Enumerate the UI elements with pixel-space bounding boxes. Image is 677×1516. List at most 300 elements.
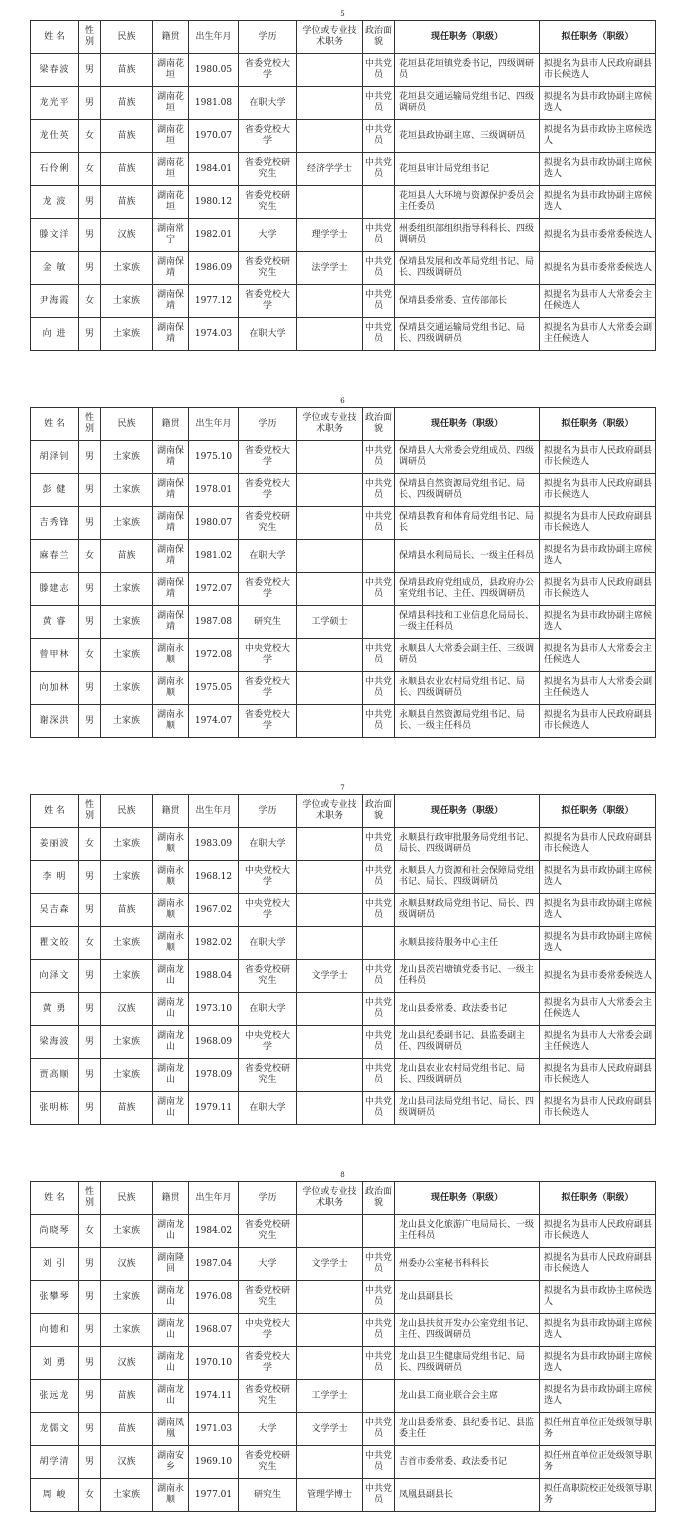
table-cell: 向 进 [31, 318, 79, 351]
table-cell: 中共党员 [363, 1092, 395, 1125]
table-cell: 省委党校大学 [239, 285, 297, 318]
table-cell: 土家族 [101, 1059, 153, 1092]
table-cell: 石伶俐 [31, 153, 79, 186]
table-cell: 中共党员 [363, 153, 395, 186]
table-cell: 中央党校大学 [239, 861, 297, 894]
table-cell: 中共党员 [363, 1059, 395, 1092]
table-cell: 永顺县接待服务中心主任 [395, 927, 540, 960]
table-cell: 拟提名为县市人民政府副县市长候选人 [540, 1248, 656, 1281]
table-row [31, 606, 656, 639]
table-cell: 苗族 [101, 894, 153, 927]
table-cell: 向泽文 [31, 960, 79, 993]
table-cell: 土家族 [101, 927, 153, 960]
table-row [31, 1248, 656, 1281]
table-cell: 中共党员 [363, 1026, 395, 1059]
table-cell: 1976.08 [189, 1281, 239, 1314]
table-cell: 土家族 [101, 639, 153, 672]
table-cell: 文学学士 [297, 1248, 363, 1281]
table-row [31, 474, 656, 507]
table-cell: 女 [79, 639, 101, 672]
table-cell: 法学学士 [297, 252, 363, 285]
table-cell: 1981.02 [189, 540, 239, 573]
table-cell: 土家族 [101, 960, 153, 993]
table-cell: 姜丽波 [31, 828, 79, 861]
table-cell: 1980.12 [189, 186, 239, 219]
table-cell [297, 1281, 363, 1314]
table-cell: 男 [79, 1413, 101, 1446]
table-cell: 男 [79, 318, 101, 351]
table-cell: 拟提名为县市政协副主席候选人 [540, 1314, 656, 1347]
table-cell: 中央党校大学 [239, 1314, 297, 1347]
table-cell: 湖南保靖 [153, 507, 189, 540]
table-cell: 省委党校大学 [239, 705, 297, 738]
table-row [31, 1059, 656, 1092]
table-cell: 男 [79, 507, 101, 540]
table-cell: 湖南龙山 [153, 993, 189, 1026]
table-cell: 尹海霞 [31, 285, 79, 318]
page-number: 8 [340, 1171, 345, 1179]
table-cell [297, 540, 363, 573]
table-cell: 苗族 [101, 153, 153, 186]
table-cell: 土家族 [101, 672, 153, 705]
table-cell: 女 [79, 1215, 101, 1248]
table-cell: 龙山县司法局党组书记、局长、四级调研员 [395, 1092, 540, 1125]
table-cell: 管理学博士 [297, 1479, 363, 1512]
table-cell: 张远龙 [31, 1380, 79, 1413]
table-cell: 龙仕英 [31, 120, 79, 153]
table-cell: 在职大学 [239, 927, 297, 960]
table-cell: 土家族 [101, 318, 153, 351]
table-cell: 1981.08 [189, 87, 239, 120]
table-cell: 中共党员 [363, 507, 395, 540]
table-cell: 州委组织部组织指导科科长、四级调研员 [395, 219, 540, 252]
table-cell: 湖南永顺 [153, 861, 189, 894]
table-cell: 苗族 [101, 186, 153, 219]
table-cell: 省委党校大学 [239, 1347, 297, 1380]
table-cell: 省委党校研究生 [239, 507, 297, 540]
table-cell: 工学学士 [297, 1380, 363, 1413]
table-cell: 中共党员 [363, 318, 395, 351]
table-cell: 汉族 [101, 1347, 153, 1380]
table-cell: 湖南永顺 [153, 705, 189, 738]
column-header: 性别 [79, 408, 101, 441]
table-cell: 工学硕士 [297, 606, 363, 639]
table-cell: 1970.07 [189, 120, 239, 153]
table-cell [297, 993, 363, 1026]
table-cell: 拟提名为县市政协副主席候选人 [540, 153, 656, 186]
table-row [31, 1215, 656, 1248]
table-cell [297, 927, 363, 960]
column-header: 姓 名 [31, 408, 79, 441]
table-cell: 花垣县花垣镇党委书记，四级调研员 [395, 54, 540, 87]
table-cell: 男 [79, 1446, 101, 1479]
table-cell: 土家族 [101, 1026, 153, 1059]
table-row [31, 1092, 656, 1125]
table-cell: 土家族 [101, 573, 153, 606]
table-cell: 中共党员 [363, 1479, 395, 1512]
table-cell: 龙山县委常委、县纪委书记、县监委主任 [395, 1413, 540, 1446]
table-cell: 吉首市委常委、政法委书记 [395, 1446, 540, 1479]
table-cell: 男 [79, 573, 101, 606]
table-cell: 中共党员 [363, 993, 395, 1026]
table-cell: 湖南花垣 [153, 54, 189, 87]
table-cell: 龙山县委常委、政法委书记 [395, 993, 540, 1026]
table-cell: 中共党员 [363, 285, 395, 318]
table-cell: 龙山县农业农村局党组书记、局长、四级调研员 [395, 1059, 540, 1092]
table-cell: 文学学士 [297, 960, 363, 993]
table-cell: 湖南花垣 [153, 153, 189, 186]
table-cell: 省委党校研究生 [239, 1059, 297, 1092]
page-number: 7 [340, 784, 345, 792]
table-cell: 瞿文皎 [31, 927, 79, 960]
page-number: 6 [340, 397, 345, 405]
table-cell: 黄 睿 [31, 606, 79, 639]
table-cell [297, 828, 363, 861]
table-cell: 湖南龙山 [153, 1347, 189, 1380]
table-cell: 拟提名为县市人民政府副县市长候选人 [540, 705, 656, 738]
table-cell: 龙山县文化旅游广电局局长、一级主任科员 [395, 1215, 540, 1248]
table-cell: 拟提名为县市政协副主席候选人 [540, 87, 656, 120]
column-header: 现任职务（职级） [395, 1182, 540, 1215]
table-cell: 在职大学 [239, 993, 297, 1026]
table-row [31, 1380, 656, 1413]
table-cell [297, 705, 363, 738]
table-cell: 湖南龙山 [153, 1026, 189, 1059]
column-header: 姓 名 [31, 21, 79, 54]
column-header: 出生年月 [189, 21, 239, 54]
table-cell: 拟提名为县市人大常委会主任候选人 [540, 639, 656, 672]
table-cell [297, 1314, 363, 1347]
table-row [31, 186, 656, 219]
page-7 [30, 782, 655, 1125]
table-cell: 胡学清 [31, 1446, 79, 1479]
column-header: 拟任职务（职级） [540, 1182, 656, 1215]
table-cell: 永顺县人大常委会副主任、三级调研员 [395, 639, 540, 672]
table-cell: 向加林 [31, 672, 79, 705]
table-cell [297, 186, 363, 219]
table-cell: 拟提名为县市人大常委会副主任候选人 [540, 1026, 656, 1059]
table-cell: 中共党员 [363, 639, 395, 672]
table-cell: 湖南保靖 [153, 474, 189, 507]
table-cell: 中央党校大学 [239, 894, 297, 927]
table-cell: 拟提名为县市委常委候选人 [540, 219, 656, 252]
table-cell: 1968.09 [189, 1026, 239, 1059]
column-header: 性别 [79, 795, 101, 828]
table-cell: 苗族 [101, 1413, 153, 1446]
table-cell: 永顺县行政审批服务局党组书记、局长、四级调研员 [395, 828, 540, 861]
table-cell [297, 1347, 363, 1380]
table-cell [363, 540, 395, 573]
table-row [31, 1479, 656, 1512]
table-cell: 保靖县教育和体育局党组书记、局长 [395, 507, 540, 540]
table-cell [363, 1215, 395, 1248]
column-header: 政治面貌 [363, 408, 395, 441]
table-cell: 1984.02 [189, 1215, 239, 1248]
column-header: 民族 [101, 1182, 153, 1215]
header-row [31, 1182, 656, 1215]
table-cell: 男 [79, 252, 101, 285]
table-cell: 省委党校研究生 [239, 252, 297, 285]
table-cell: 土家族 [101, 1314, 153, 1347]
table-cell: 大学 [239, 1248, 297, 1281]
table-cell: 贾高顺 [31, 1059, 79, 1092]
table-cell [297, 285, 363, 318]
table-cell: 中共党员 [363, 120, 395, 153]
table-cell: 汉族 [101, 219, 153, 252]
table-cell: 1983.09 [189, 828, 239, 861]
column-header: 籍贯 [153, 408, 189, 441]
table-cell: 湖南凤凰 [153, 1413, 189, 1446]
table-cell: 中共党员 [363, 861, 395, 894]
table-cell: 土家族 [101, 1215, 153, 1248]
table-cell: 汉族 [101, 1248, 153, 1281]
table-cell: 拟任州直单位正处级领导职务 [540, 1413, 656, 1446]
table-cell: 1987.08 [189, 606, 239, 639]
page-number: 5 [340, 10, 345, 18]
table-row [31, 1413, 656, 1446]
table-cell: 在职大学 [239, 87, 297, 120]
table-cell: 拟提名为县市政协副主席候选人 [540, 894, 656, 927]
table-cell [297, 672, 363, 705]
table-cell: 1969.10 [189, 1446, 239, 1479]
table-cell: 1987.04 [189, 1248, 239, 1281]
table-cell: 中共党员 [363, 672, 395, 705]
table-cell: 湖南保靖 [153, 540, 189, 573]
table-row [31, 120, 656, 153]
table-cell: 男 [79, 1092, 101, 1125]
table-cell [297, 1446, 363, 1479]
table-cell: 在职大学 [239, 828, 297, 861]
cadre-table [30, 794, 656, 1125]
table-cell: 1972.07 [189, 573, 239, 606]
table-cell: 省委党校大学 [239, 573, 297, 606]
table-row [31, 927, 656, 960]
table-cell: 梁春波 [31, 54, 79, 87]
table-cell: 经济学学士 [297, 153, 363, 186]
column-header: 性别 [79, 1182, 101, 1215]
table-cell: 拟任州直单位正处级领导职务 [540, 1446, 656, 1479]
table-cell: 拟提名为县市政协副主席候选人 [540, 606, 656, 639]
table-row [31, 87, 656, 120]
table-cell: 1974.03 [189, 318, 239, 351]
table-cell: 男 [79, 87, 101, 120]
table-cell: 1986.09 [189, 252, 239, 285]
table-cell: 研究生 [239, 606, 297, 639]
column-header: 学历 [239, 408, 297, 441]
table-cell: 土家族 [101, 861, 153, 894]
table-cell: 拟提名为县市政协主席候选人 [540, 120, 656, 153]
table-cell: 中共党员 [363, 1446, 395, 1479]
table-cell: 在职大学 [239, 540, 297, 573]
table-cell: 中共党员 [363, 1413, 395, 1446]
table-cell: 凤凰县副县长 [395, 1479, 540, 1512]
table-cell: 龙山县扶贫开发办公室党组书记、主任、四级调研员 [395, 1314, 540, 1347]
table-cell: 拟提名为县市委常委候选人 [540, 252, 656, 285]
table-cell: 中央党校大学 [239, 1026, 297, 1059]
column-header: 拟任职务（职级） [540, 408, 656, 441]
column-header: 籍贯 [153, 795, 189, 828]
table-cell [363, 606, 395, 639]
table-cell: 1974.07 [189, 705, 239, 738]
table-row [31, 1347, 656, 1380]
table-cell: 吴吉森 [31, 894, 79, 927]
table-cell: 男 [79, 54, 101, 87]
table-cell: 省委党校研究生 [239, 1281, 297, 1314]
table-cell: 滕文洋 [31, 219, 79, 252]
table-cell: 省委党校研究生 [239, 960, 297, 993]
table-cell: 1975.10 [189, 441, 239, 474]
table-cell: 男 [79, 606, 101, 639]
column-header: 民族 [101, 21, 153, 54]
table-cell [297, 1092, 363, 1125]
table-cell: 土家族 [101, 285, 153, 318]
column-header: 学历 [239, 1182, 297, 1215]
table-cell: 谢深洪 [31, 705, 79, 738]
table-cell: 中共党员 [363, 219, 395, 252]
column-header: 政治面貌 [363, 21, 395, 54]
table-cell: 1973.10 [189, 993, 239, 1026]
table-cell: 尚晓琴 [31, 1215, 79, 1248]
column-header: 籍贯 [153, 21, 189, 54]
table-cell: 湖南永顺 [153, 927, 189, 960]
table-cell: 花垣县交通运输局党组书记、四级调研员 [395, 87, 540, 120]
table-cell: 李 明 [31, 861, 79, 894]
column-header: 现任职务（职级） [395, 795, 540, 828]
table-cell: 湖南保靖 [153, 252, 189, 285]
table-row [31, 573, 656, 606]
table-cell: 拟提名为县市人大常委会副主任候选人 [540, 318, 656, 351]
table-cell: 男 [79, 705, 101, 738]
header-row [31, 408, 656, 441]
table-cell: 保靖县政府党组成员，县政府办公室党组书记、主任、四级调研员 [395, 573, 540, 606]
table-cell: 苗族 [101, 120, 153, 153]
table-cell: 湖南花垣 [153, 186, 189, 219]
table-cell: 龙山县纪委副书记、县监委副主任、四级调研员 [395, 1026, 540, 1059]
table-cell: 湖南保靖 [153, 285, 189, 318]
table-cell: 拟提名为县市政协副主席候选人 [540, 927, 656, 960]
table-cell: 永顺县农业农村局党组书记、局长、四级调研员 [395, 672, 540, 705]
table-cell: 拟提名为县市政协副主席候选人 [540, 540, 656, 573]
table-cell: 龙山县副县长 [395, 1281, 540, 1314]
table-cell: 梁海波 [31, 1026, 79, 1059]
table-cell: 中共党员 [363, 1314, 395, 1347]
table-cell: 花垣县政协副主席、三级调研员 [395, 120, 540, 153]
table-cell: 男 [79, 1026, 101, 1059]
table-cell: 省委党校研究生 [239, 153, 297, 186]
table-cell: 中共党员 [363, 1248, 395, 1281]
table-cell: 男 [79, 894, 101, 927]
table-cell: 苗族 [101, 540, 153, 573]
table-row [31, 153, 656, 186]
table-cell: 拟提名为县市人民政府副县市长候选人 [540, 573, 656, 606]
table-row [31, 960, 656, 993]
table-cell [297, 1215, 363, 1248]
table-row [31, 705, 656, 738]
table-cell: 中共党员 [363, 252, 395, 285]
table-row [31, 639, 656, 672]
table-cell: 女 [79, 540, 101, 573]
table-cell: 花垣县审计局党组书记 [395, 153, 540, 186]
table-cell: 永顺县人力资源和社会保障局党组书记、局长、四级调研员 [395, 861, 540, 894]
column-header: 现任职务（职级） [395, 21, 540, 54]
table-cell: 湖南常宁 [153, 219, 189, 252]
table-cell: 龙儒文 [31, 1413, 79, 1446]
table-cell: 刘 勇 [31, 1347, 79, 1380]
table-cell: 中共党员 [363, 87, 395, 120]
table-cell: 拟提名为县市人大常委会主任候选人 [540, 285, 656, 318]
table-cell: 拟提名为县市政协副主席候选人 [540, 861, 656, 894]
table-row [31, 828, 656, 861]
table-cell: 刘 引 [31, 1248, 79, 1281]
table-cell: 拟提名为县市人民政府副县市长候选人 [540, 1092, 656, 1125]
table-cell: 曾甲林 [31, 639, 79, 672]
table-cell: 1977.01 [189, 1479, 239, 1512]
table-cell: 汉族 [101, 993, 153, 1026]
table-cell: 男 [79, 219, 101, 252]
table-cell: 苗族 [101, 1380, 153, 1413]
table-cell: 中共党员 [363, 474, 395, 507]
table-cell: 湖南龙山 [153, 1092, 189, 1125]
table-cell: 土家族 [101, 507, 153, 540]
table-cell: 麻春兰 [31, 540, 79, 573]
table-row [31, 1281, 656, 1314]
table-cell: 湖南龙山 [153, 1059, 189, 1092]
column-header: 现任职务（职级） [395, 408, 540, 441]
column-header: 学位或专业技术职务 [297, 795, 363, 828]
table-cell: 1978.01 [189, 474, 239, 507]
table-cell: 龙山县工商业联合会主席 [395, 1380, 540, 1413]
table-cell: 女 [79, 120, 101, 153]
table-row [31, 861, 656, 894]
table-cell: 拟提名为县市政协副主席候选人 [540, 186, 656, 219]
table-cell: 张攀琴 [31, 1281, 79, 1314]
table-cell: 拟任高职院校正处级领导职务 [540, 1479, 656, 1512]
table-cell: 张明栋 [31, 1092, 79, 1125]
table-cell: 土家族 [101, 1479, 153, 1512]
table-cell: 男 [79, 672, 101, 705]
table-cell: 苗族 [101, 87, 153, 120]
table-cell: 黄 勇 [31, 993, 79, 1026]
table-cell: 省委党校大学 [239, 474, 297, 507]
table-cell: 理学学士 [297, 219, 363, 252]
table-cell: 保靖县交通运输局党组书记、局长、四级调研员 [395, 318, 540, 351]
table-cell: 土家族 [101, 705, 153, 738]
table-cell: 金 敏 [31, 252, 79, 285]
table-cell: 拟提名为县市人民政府副县市长候选人 [540, 1215, 656, 1248]
table-cell: 胡泽钊 [31, 441, 79, 474]
table-cell: 花垣县人大环境与资源保护委员会主任委员 [395, 186, 540, 219]
table-cell: 中央党校大学 [239, 639, 297, 672]
table-cell [363, 1380, 395, 1413]
column-header: 学位或专业技术职务 [297, 1182, 363, 1215]
table-cell: 湖南龙山 [153, 1215, 189, 1248]
table-cell: 拟提名为县市政协主席候选人 [540, 1281, 656, 1314]
table-cell: 1979.11 [189, 1092, 239, 1125]
table-cell: 湖南永顺 [153, 894, 189, 927]
cadre-table [30, 407, 656, 738]
column-header: 学位或专业技术职务 [297, 21, 363, 54]
table-cell: 男 [79, 1281, 101, 1314]
table-cell: 永顺县自然资源局党组书记、局长、一级主任科员 [395, 705, 540, 738]
table-cell: 拟提名为县市人大常委会主任候选人 [540, 993, 656, 1026]
table-cell: 湖南花垣 [153, 120, 189, 153]
column-header: 学历 [239, 795, 297, 828]
table-cell: 拟提名为县市人民政府副县市长候选人 [540, 828, 656, 861]
table-cell: 1975.05 [189, 672, 239, 705]
table-cell: 1988.04 [189, 960, 239, 993]
header-row [31, 795, 656, 828]
table-cell: 中共党员 [363, 441, 395, 474]
